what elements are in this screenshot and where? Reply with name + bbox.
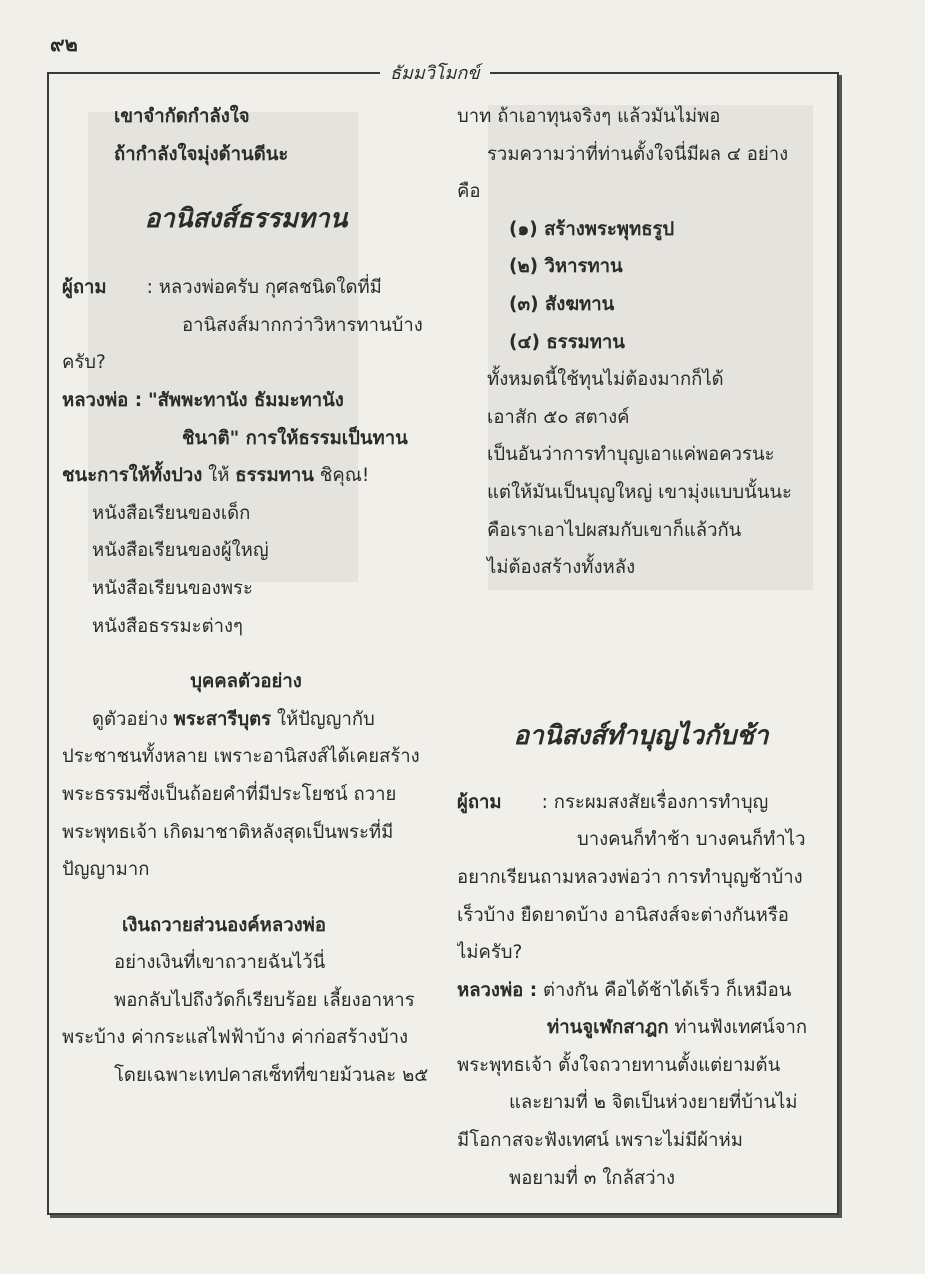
right-answer-line-4: และยามที่ ๒ จิตเป็นห่วงยายที่บ้านไม่ [509,1092,798,1114]
right-question-line-4: เร็วบ้าง ยืดยาดบ้าง อานิสงส์จะต่างกันหรือ [457,904,789,926]
right-line-6: เป็นอันว่าการทำบุญเอาแค่พอควรนะ [487,444,775,466]
para-line-3: พระธรรมซึ่งเป็นถ้อยคำที่มีประโยชน์ ถวาย [62,783,397,805]
right-line-4: ทั้งหมดนี้ใช้ทุนไม่ต้องมากก็ได้ [487,369,724,391]
right-answer-bold-name: ท่านจูเฬกสาฎก [547,1017,669,1039]
section-heading-example-person: บุคคลตัวอย่าง [190,671,302,693]
questioner-label: ผู้ถาม [62,277,107,299]
right-answer-line-6: พอยามที่ ๓ ใกล้สว่าง [509,1167,676,1189]
page-number: ๙๒ [50,32,78,56]
right-question-line-5: ไม่ครับ? [457,942,523,964]
right-questioner-label: ผู้ถาม [457,791,502,813]
answer-line-3 [62,457,430,495]
book-item-3: หนังสือเรียนของพระ [92,577,253,599]
para-line-7: พอกลับไปถึงวัดก็เรียบร้อย เลี้ยงอาหาร [114,989,415,1011]
question-line-1 [62,269,430,307]
question-text-1: : หลวงพ่อครับ กุศลชนิดใดที่มี [146,277,382,299]
right-line-7: แต่ให้มันเป็นบุญใหญ่ เขามุ่งแบบนั้นนะ [487,481,792,503]
answer-plain-1: ให้ [202,465,236,487]
list-item-1: (๑) สร้างพระพุทธรูป [509,218,675,240]
para-text-1a: ดูตัวอย่าง [92,708,174,730]
answer-line-1 [62,382,430,420]
answer-plain-2: ชิคุณ! [313,465,370,487]
book-item-4: หนังสือธรรมะต่างๆ [92,615,243,637]
section-heading-offering-money: เงินถวายส่วนองค์หลวงพ่อ [122,914,326,936]
question-line-2: อานิสงส์มากกว่าวิหารทานบ้าง [182,314,423,336]
para-line-5: ปัญญามาก [62,859,150,881]
right-answer-line-3: พระพุทธเจ้า ตั้งใจถวายทานตั้งแต่ยามต้น [457,1054,781,1076]
answer-bold-phrase: ชนะการให้ทั้งปวง [62,465,203,487]
right-question-line-1 [457,784,825,822]
right-line-1: บาท ถ้าเอาทุนจริงๆ แล้วมันไม่พอ [457,106,721,127]
intro-line-1: เขาจำกัดกำลังใจ [114,106,250,127]
right-answerer-label: หลวงพ่อ : [457,979,538,1001]
right-line-5: เอาสัก ๕๐ สตางค์ [487,406,630,428]
para-line-8: พระบ้าง ค่ากระแสไฟฟ้าบ้าง ค่าก่อสร้างบ้าง [62,1027,408,1049]
answer-line-2: ชินาติ" การให้ธรรมเป็นทาน [182,427,408,449]
intro-line-2: ถ้ากำลังใจมุ่งด้านดีนะ [114,143,289,165]
right-question-line-3: อยากเรียนถามหลวงพ่อว่า การทำบุญช้าบ้าง [457,866,803,888]
right-line-2: รวมความว่าที่ท่านตั้งใจนี่มีผล ๔ อย่าง [487,143,789,165]
right-line-3: คือ [457,181,481,203]
right-question-text-1: : กระผมสงสัยเรื่องการทำบุญ [541,791,769,813]
answer-text-1: "สัพพะทานัง ธัมมะทานัง [148,389,344,411]
right-line-8: คือเราเอาไปผสมกับเขาก็แล้วกัน [487,519,742,541]
para-line-9: โดยเฉพาะเทปคาสเซ็ทที่ขายม้วนละ ๒๕ [114,1065,429,1087]
book-item-1: หนังสือเรียนของเด็ก [92,502,251,524]
para-line-1 [62,701,430,739]
running-title: ธัมมวิโมกข์ [380,58,490,87]
right-answer-line-2 [457,1009,825,1047]
right-answer-text-2: ท่านฟังเทศน์จาก [668,1017,808,1039]
para-line-4: พระพุทธเจ้า เกิดมาชาติหลังสุดเป็นพระที่มี [62,821,394,843]
right-question-line-2: บางคนก็ทำช้า บางคนก็ทำไว [577,829,806,851]
section-heading-dhammadana: อานิสงส์ธรรมทาน [144,204,348,235]
answer-bold-dhammadana: ธรรมทาน [235,465,314,487]
para-line-2: ประชาชนทั้งหลาย เพราะอานิสงส์ได้เคยสร้าง [62,746,420,768]
right-answer-line-5: มีโอกาสจะฟังเทศน์ เพราะไม่มีผ้าห่ม [457,1130,743,1152]
spacer [457,587,825,712]
answerer-label: หลวงพ่อ : [62,389,143,411]
para-text-1c: ให้ปัญญากับ [271,708,375,730]
right-answer-line-1 [457,972,825,1010]
book-item-2: หนังสือเรียนของผู้ใหญ่ [92,540,269,562]
right-line-9: ไม่ต้องสร้างทั้งหลัง [487,557,636,579]
para-line-6: อย่างเงินที่เขาถวายฉันไว้นี่ [114,952,326,974]
section-heading-fast-slow-merit: อานิสงส์ทำบุญไวกับช้า [513,720,769,751]
right-answer-text-1: ต่างกัน คือได้ช้าได้เร็ว ก็เหมือน [537,979,792,1001]
list-item-3: (๓) สังฆทาน [509,293,615,315]
left-column [62,98,430,1095]
list-item-2: (๒) วิหารทาน [509,256,623,278]
para-bold-sariputta: พระสารีบุตร [173,708,272,730]
right-column [457,98,825,1197]
list-item-4: (๔) ธรรมทาน [509,331,625,353]
question-line-3: ครับ? [62,352,106,374]
